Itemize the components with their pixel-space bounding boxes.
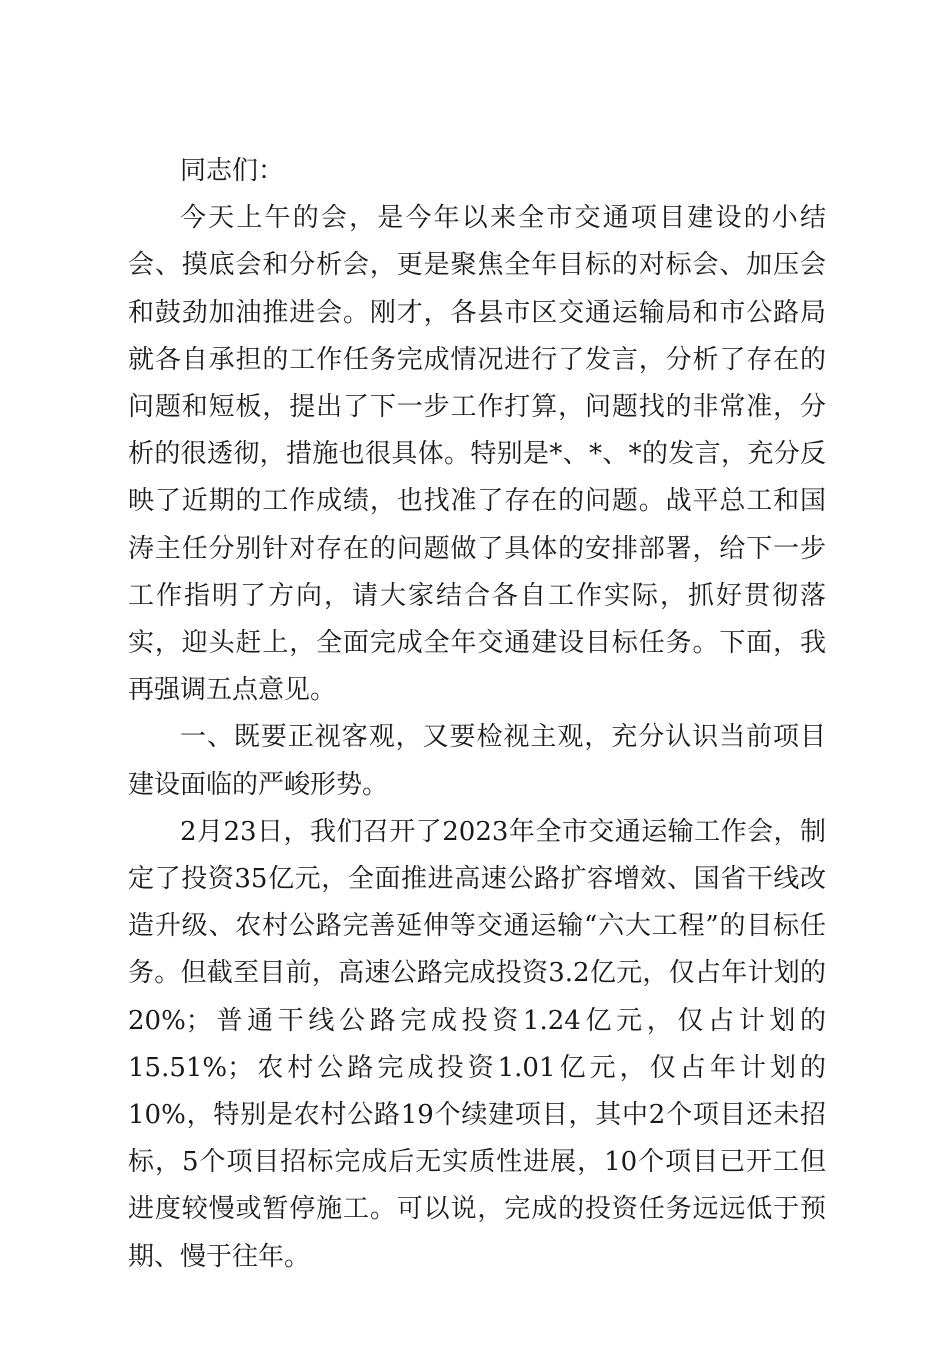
document-body [128, 148, 826, 1281]
salutation: 同志们： [180, 156, 285, 186]
paragraph-opening: 今天上午的会，是今年以来全市交通项目建设的小结会、摸底会和分析会，更是聚焦全年目标的对标会、加压会和鼓劲加油推进会。刚才，各县市区交通运输局和市公路局就各自承担的工作任务完成情况进行了发言，分析了存在的问题和短板，提出了下一步工作打算，问题找的非常准，分析的很透彻，措施也很具体。特别是*、*、*的发言，充分反映了近期的工作成绩，也找准了存在的问题。战平总工和国涛主任分别针对存在的问题做了具体的安排部署，给下一步工作指明了方向，请大家结合各自工作实际，抓好贯彻落实，迎头赶上，全面完成全年交通建设目标任务。下面，我再强调五点意见。 [128, 203, 826, 706]
section-heading-1: 一、既要正视客观，又要检视主观，充分认识当前项目建设面临的严峻形势。 [128, 722, 826, 800]
paragraph-investment-status: 2月23日，我们召开了2023年全市交通运输工作会，制定了投资35亿元，全面推进高速公路扩容增效、国省干线改造升级、农村公路完善延伸等交通运输“六大工程”的目标任务。但截至目前，高速公路完成投资3.2亿元，仅占年计划的20%；普通干线公路完成投资1.24亿元，仅占计划的15.51%；农村公路完成投资1.01亿元，仅占年计划的10%，特别是农村公路19个续建项目，其中2个项目还未招标，5个项目招标完成后无实质性进展，10个项目已开工但进度较慢或暂停施工。可以说，完成的投资任务远远低于预期、慢于往年。 [128, 816, 826, 1272]
